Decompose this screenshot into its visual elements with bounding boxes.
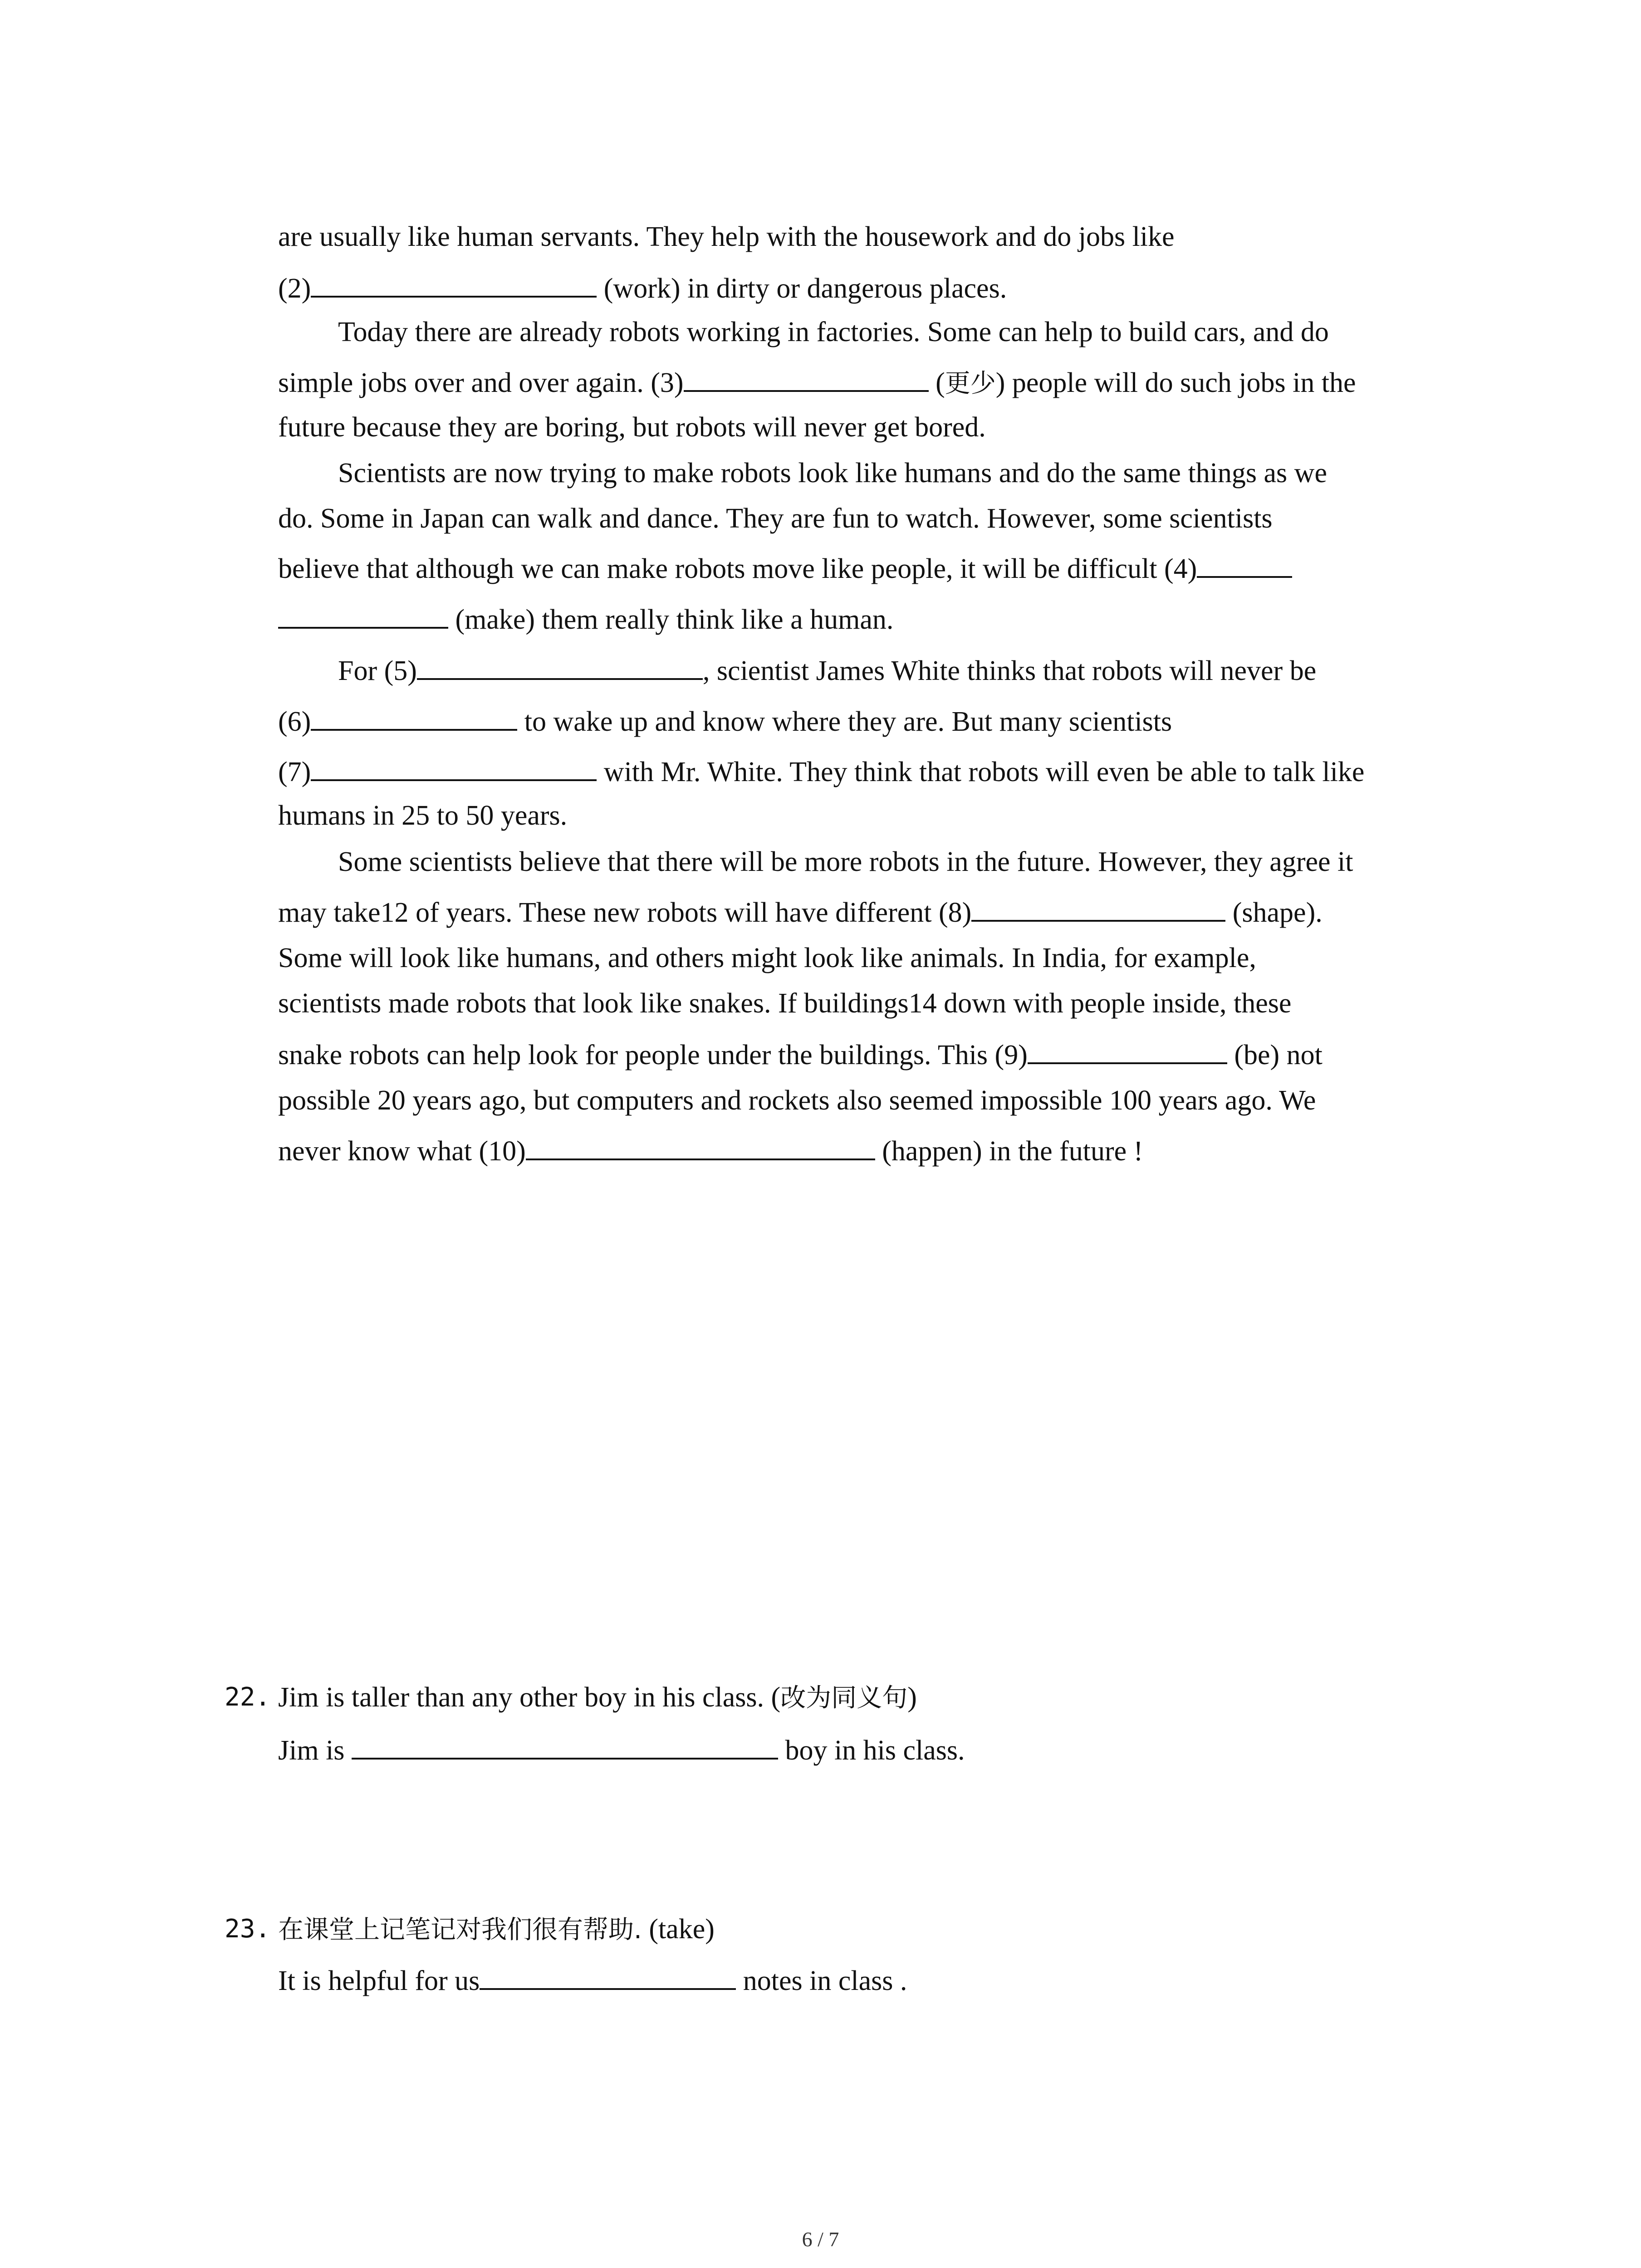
passage-line-10: For (5) , scientist James White thinks that robots will never be [338,651,1316,689]
chinese-hint-fewer: 更少 [945,369,996,398]
passage-line-15: may take12 of years. These new robots will have different (8) (shape). [278,893,1323,931]
answer-blank-4a[interactable] [1197,549,1292,578]
answer-blank-22[interactable] [352,1730,778,1760]
answer-blank-2[interactable] [311,269,597,298]
passage-line-2: (2) (work) in dirty or dangerous places. [278,269,1007,307]
passage-line-12: (7) with Mr. White. They think that robots will even be able to talk like [278,752,1364,790]
passage-line-20: never know what (10) (happen) in the future ! [278,1131,1143,1169]
passage-line-8: believe that although we can make robots move like people, it will be difficult (4) [278,549,1292,587]
answer-blank-3[interactable] [684,363,929,392]
answer-blank-10[interactable] [526,1131,875,1160]
chinese-instruction-rewrite: 改为同义句 [780,1683,908,1713]
passage-line-13: humans in 25 to 50 years. [278,800,568,831]
passage-line-1: are usually like human servants. They help with the housework and do jobs like [278,221,1175,252]
passage-line-6: Scientists are now trying to make robots look like humans and do the same things as we [338,458,1327,489]
passage-line-11: (6) to wake up and know where they are. But many scientists [278,702,1172,740]
passage-line-4: simple jobs over and over again. (3) (更少) people will do such jobs in the [278,363,1356,402]
question-23-prompt: 在课堂上记笔记对我们很有帮助. (take) [278,1914,715,1945]
answer-blank-9[interactable] [1028,1035,1227,1064]
question-22-number: 22. [225,1682,271,1712]
page-number: 6 / 7 [802,2228,839,2251]
passage-line-14: Some scientists believe that there will be more robots in the future. However, they agree it [338,846,1353,877]
passage-line-9: (make) them really think like a human. [278,600,893,638]
answer-blank-23[interactable] [480,1961,736,1990]
passage-line-17: scientists made robots that look like snakes. If buildings14 down with people inside, these [278,988,1292,1019]
passage-line-19: possible 20 years ago, but computers and rockets also seemed impossible 100 years ago. We [278,1085,1316,1116]
question-22-answer-line: Jim is boy in his class. [278,1730,965,1769]
answer-blank-5[interactable] [417,651,703,680]
passage-line-5: future because they are boring, but robots will never get bored. [278,412,986,443]
question-23-answer-line: It is helpful for us notes in class . [278,1961,907,1999]
passage-line-3: Today there are already robots working in factories. Some can help to build cars, and do [338,317,1329,347]
answer-blank-4b[interactable] [278,600,448,629]
answer-blank-6[interactable] [311,702,517,731]
passage-line-7: do. Some in Japan can walk and dance. They are fun to watch. However, some scientists [278,503,1273,534]
passage-line-18: snake robots can help look for people under the buildings. This (9) (be) not [278,1035,1323,1073]
chinese-sentence: 在课堂上记笔记对我们很有帮助. [278,1915,642,1945]
passage-line-16: Some will look like humans, and others might look like animals. In India, for example, [278,943,1256,973]
answer-blank-7[interactable] [311,752,597,781]
question-23-number: 23. [225,1914,271,1944]
question-22-prompt: Jim is taller than any other boy in his class. (改为同义句) [278,1682,917,1713]
answer-blank-8[interactable] [971,893,1225,922]
